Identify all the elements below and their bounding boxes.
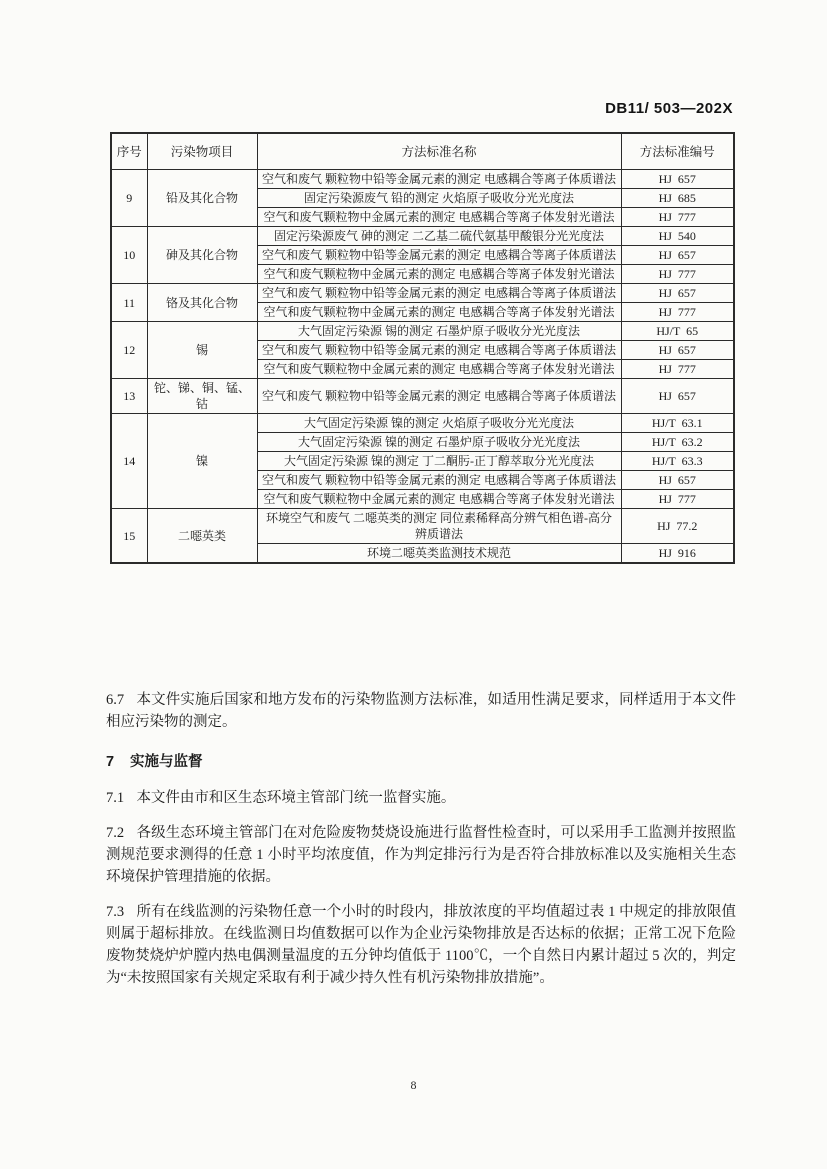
method-code-cell: HJ 657 xyxy=(621,284,734,303)
method-code-cell: HJ/T 63.1 xyxy=(621,414,734,433)
method-name-cell: 空气和废气颗粒物中金属元素的测定 电感耦合等离子体发射光谱法 xyxy=(257,208,621,227)
pollutant-cell: 锡 xyxy=(147,322,257,379)
method-code-cell: HJ 657 xyxy=(621,341,734,360)
body-text xyxy=(106,689,736,1002)
row-index-cell: 14 xyxy=(111,414,147,509)
paragraph-6-7 xyxy=(106,689,736,733)
method-code-cell: HJ 77.2 xyxy=(621,509,734,544)
method-code-cell: HJ/T 63.3 xyxy=(621,452,734,471)
method-name-cell: 空气和废气颗粒物中金属元素的测定 电感耦合等离子体发射光谱法 xyxy=(257,265,621,284)
method-name-cell: 固定污染源废气 砷的测定 二乙基二硫代氨基甲酸银分光光度法 xyxy=(257,227,621,246)
method-name-cell: 空气和废气 颗粒物中铅等金属元素的测定 电感耦合等离子体质谱法 xyxy=(257,170,621,189)
row-index-cell: 10 xyxy=(111,227,147,284)
method-name-cell: 大气固定污染源 镍的测定 火焰原子吸收分光光度法 xyxy=(257,414,621,433)
paragraph-number: 7.1 xyxy=(106,790,125,806)
section-number: 7 xyxy=(106,754,115,770)
method-name-cell: 环境空气和废气 二噁英类的测定 同位素稀释高分辨气相色谱-高分辨质谱法 xyxy=(257,509,621,544)
methods-table xyxy=(110,132,735,564)
section-title: 实施与监督 xyxy=(130,754,203,770)
method-name-cell: 环境二噁英类监测技术规范 xyxy=(257,544,621,564)
method-code-cell: HJ 685 xyxy=(621,189,734,208)
pollutant-cell: 铅及其化合物 xyxy=(147,170,257,227)
method-code-cell: HJ 777 xyxy=(621,360,734,379)
method-code-cell: HJ 540 xyxy=(621,227,734,246)
page-number: 8 xyxy=(410,1078,417,1092)
section-7-heading xyxy=(106,751,736,773)
method-name-cell: 空气和废气颗粒物中金属元素的测定 电感耦合等离子体发射光谱法 xyxy=(257,303,621,322)
paragraph-text: 本文件由市和区生态环境主管部门统一监督实施。 xyxy=(136,790,456,806)
method-code-cell: HJ 777 xyxy=(621,303,734,322)
table-row xyxy=(111,509,734,544)
table-header-row xyxy=(111,133,734,170)
method-name-cell: 固定污染源废气 铅的测定 火焰原子吸收分光光度法 xyxy=(257,189,621,208)
method-code-cell: HJ 777 xyxy=(621,208,734,227)
method-name-cell: 空气和废气 颗粒物中铅等金属元素的测定 电感耦合等离子体质谱法 xyxy=(257,341,621,360)
table-row xyxy=(111,284,734,303)
table-row xyxy=(111,227,734,246)
method-name-cell: 空气和废气 颗粒物中铅等金属元素的测定 电感耦合等离子体质谱法 xyxy=(257,246,621,265)
method-name-cell: 空气和废气颗粒物中金属元素的测定 电感耦合等离子体发射光谱法 xyxy=(257,490,621,509)
methods-tbody xyxy=(111,170,734,564)
method-name-cell: 空气和废气 颗粒物中铅等金属元素的测定 电感耦合等离子体质谱法 xyxy=(257,284,621,303)
row-index-cell: 11 xyxy=(111,284,147,322)
method-name-cell: 空气和废气颗粒物中金属元素的测定 电感耦合等离子体发射光谱法 xyxy=(257,360,621,379)
table-row xyxy=(111,170,734,189)
row-index-cell: 12 xyxy=(111,322,147,379)
table-row xyxy=(111,414,734,433)
doc-code: DB11/ 503—202X xyxy=(605,100,733,117)
paragraph-7-3 xyxy=(106,901,736,989)
pollutant-cell: 砷及其化合物 xyxy=(147,227,257,284)
method-code-cell: HJ 657 xyxy=(621,246,734,265)
method-name-cell: 空气和废气 颗粒物中铅等金属元素的测定 电感耦合等离子体质谱法 xyxy=(257,471,621,490)
pollutant-cell: 二噁英类 xyxy=(147,509,257,564)
paragraph-7-1 xyxy=(106,787,736,809)
method-code-cell: HJ/T 63.2 xyxy=(621,433,734,452)
column-header-method-code: 方法标准编号 xyxy=(621,133,734,170)
column-header-method-name: 方法标准名称 xyxy=(257,133,621,170)
row-index-cell: 9 xyxy=(111,170,147,227)
pollutant-cell: 铬及其化合物 xyxy=(147,284,257,322)
method-code-cell: HJ 777 xyxy=(621,490,734,509)
paragraph-text: 各级生态环境主管部门在对危险废物焚烧设施进行监督性检查时，可以采用手工监测并按照监测规范要求测得的任意 1 小时平均浓度值，作为判定排污行为是否符合排放标准以及实施相关生态环境保护管理措施的依据。 xyxy=(106,825,736,885)
method-code-cell: HJ 657 xyxy=(621,379,734,414)
method-code-cell: HJ 777 xyxy=(621,265,734,284)
paragraph-text: 所有在线监测的污染物任意一个小时的时段内，排放浓度的平均值超过表 1 中规定的排放限值则属于超标排放。在线监测日均值数据可以作为企业污染物排放是否达标的依据；正常工况下危险废物焚烧炉炉膛内热电偶测量温度的五分钟均值低于 1100℃，一个自然日内累计超过 5 次的，判定为“未按照国家有关规定采取有利于减少持久性有机污染物排放措施”。 xyxy=(106,904,736,986)
method-code-cell: HJ/T 65 xyxy=(621,322,734,341)
paragraph-number: 7.2 xyxy=(106,825,125,841)
method-name-cell: 大气固定污染源 锡的测定 石墨炉原子吸收分光光度法 xyxy=(257,322,621,341)
column-header-index: 序号 xyxy=(111,133,147,170)
paragraph-text: 本文件实施后国家和地方发布的污染物监测方法标准，如适用性满足要求，同样适用于本文件相应污染物的测定。 xyxy=(106,692,736,730)
method-name-cell: 空气和废气 颗粒物中铅等金属元素的测定 电感耦合等离子体质谱法 xyxy=(257,379,621,414)
paragraph-7-2 xyxy=(106,822,736,888)
method-code-cell: HJ 657 xyxy=(621,471,734,490)
method-code-cell: HJ 916 xyxy=(621,544,734,564)
table-row xyxy=(111,379,734,414)
paragraph-number: 6.7 xyxy=(106,692,125,708)
row-index-cell: 15 xyxy=(111,509,147,564)
paragraph-number: 7.3 xyxy=(106,904,125,920)
table-row xyxy=(111,322,734,341)
pollutant-cell: 镍 xyxy=(147,414,257,509)
method-name-cell: 大气固定污染源 镍的测定 丁二酮肟-正丁醇萃取分光光度法 xyxy=(257,452,621,471)
column-header-pollutant: 污染物项目 xyxy=(147,133,257,170)
row-index-cell: 13 xyxy=(111,379,147,414)
pollutant-cell: 铊、锑、铜、锰、钴 xyxy=(147,379,257,414)
method-code-cell: HJ 657 xyxy=(621,170,734,189)
method-name-cell: 大气固定污染源 镍的测定 石墨炉原子吸收分光光度法 xyxy=(257,433,621,452)
